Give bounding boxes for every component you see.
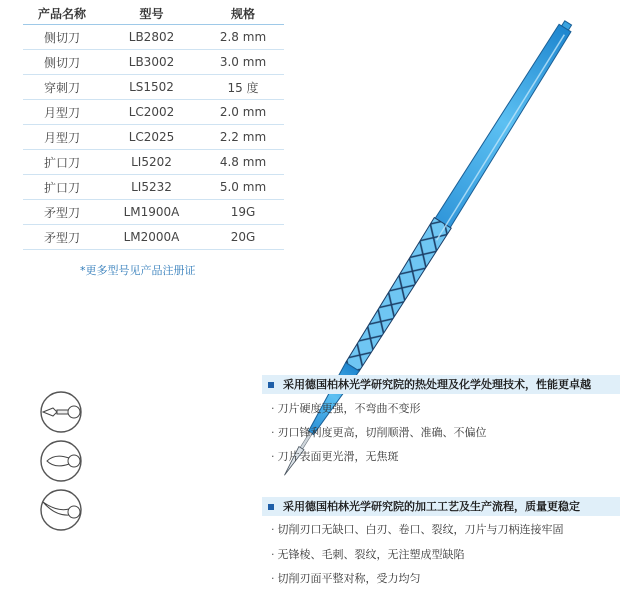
feature-1-item: · 刀片硬度更强，不弯曲不变形: [271, 402, 421, 415]
feature-1-item: · 刃口锋利度更高，切削顺滑、准确、不偏位: [271, 426, 487, 439]
header-product-name: 产品名称: [23, 2, 101, 25]
cell-spec: 2.0 mm: [202, 100, 284, 125]
cell-model: LB3002: [101, 50, 202, 75]
cell-model: LI5232: [101, 175, 202, 200]
cell-product-name: 穿刺刀: [23, 75, 101, 100]
feature-1-item: · 刀片表面更光滑，无焦斑: [271, 450, 399, 463]
blade-detail-lance-icon: [39, 390, 83, 434]
feature-1-item-text: 刃口锋利度更高，切削顺滑、准确、不偏位: [277, 426, 487, 439]
cell-spec: 2.2 mm: [202, 125, 284, 150]
cell-model: LC2002: [101, 100, 202, 125]
feature-1-title-text: 采用德国柏林光学研究院的热处理及化学处理技术，性能更卓越: [283, 378, 591, 391]
cell-model: LI5202: [101, 150, 202, 175]
cell-model: LM2000A: [101, 225, 202, 250]
feature-2-item-text: 无锋棱、毛刺、裂纹，无注塑成型缺陷: [277, 548, 465, 561]
cell-product-name: 月型刀: [23, 125, 101, 150]
cell-spec: 15 度: [202, 75, 284, 100]
cell-spec: 4.8 mm: [202, 150, 284, 175]
feature-2-item-text: 切削刃口无缺口、白刃、卷口、裂纹，刀片与刀柄连接牢固: [277, 523, 564, 536]
feature-2-item: · 切削刃口无缺口、白刃、卷口、裂纹，刀片与刀柄连接牢固: [271, 523, 564, 536]
feature-1-item-text: 刀片硬度更强，不弯曲不变形: [277, 402, 421, 415]
blade-detail-side-cut-icon: [39, 488, 83, 532]
header-model: 型号: [101, 2, 202, 25]
more-models-note: *更多型号见产品注册证: [80, 264, 196, 277]
feature-1-item-text: 刀片表面更光滑，无焦斑: [277, 450, 399, 463]
cell-model: LS1502: [101, 75, 202, 100]
cell-spec: 3.0 mm: [202, 50, 284, 75]
cell-spec: 5.0 mm: [202, 175, 284, 200]
feature-2-item: · 无锋棱、毛刺、裂纹，无注塑成型缺陷: [271, 548, 465, 561]
feature-2-title: [262, 497, 620, 516]
cell-spec: 20G: [202, 225, 284, 250]
cell-product-name: 侧切刀: [23, 25, 101, 50]
bullet-square-icon: [268, 382, 274, 388]
cell-spec: 19G: [202, 200, 284, 225]
cell-spec: 2.8 mm: [202, 25, 284, 50]
cell-product-name: 矛型刀: [23, 225, 101, 250]
bullet-square-icon: [268, 504, 274, 510]
cell-model: LM1900A: [101, 200, 202, 225]
cell-product-name: 扩口刀: [23, 150, 101, 175]
cell-product-name: 侧切刀: [23, 50, 101, 75]
cell-product-name: 月型刀: [23, 100, 101, 125]
feature-1-title: [262, 375, 620, 394]
feature-2-item-text: 切削刃面平整对称，受力均匀: [277, 572, 421, 585]
cell-product-name: 矛型刀: [23, 200, 101, 225]
blade-detail-crescent-icon: [39, 439, 83, 483]
cell-model: LB2802: [101, 25, 202, 50]
feature-2-item: · 切削刃面平整对称，受力均匀: [271, 572, 421, 585]
header-spec: 规格: [202, 2, 284, 25]
feature-2-title-text: 采用德国柏林光学研究院的加工工艺及生产流程，质量更稳定: [283, 500, 580, 513]
handle-grip: [344, 218, 451, 373]
cell-product-name: 扩口刀: [23, 175, 101, 200]
cell-model: LC2025: [101, 125, 202, 150]
